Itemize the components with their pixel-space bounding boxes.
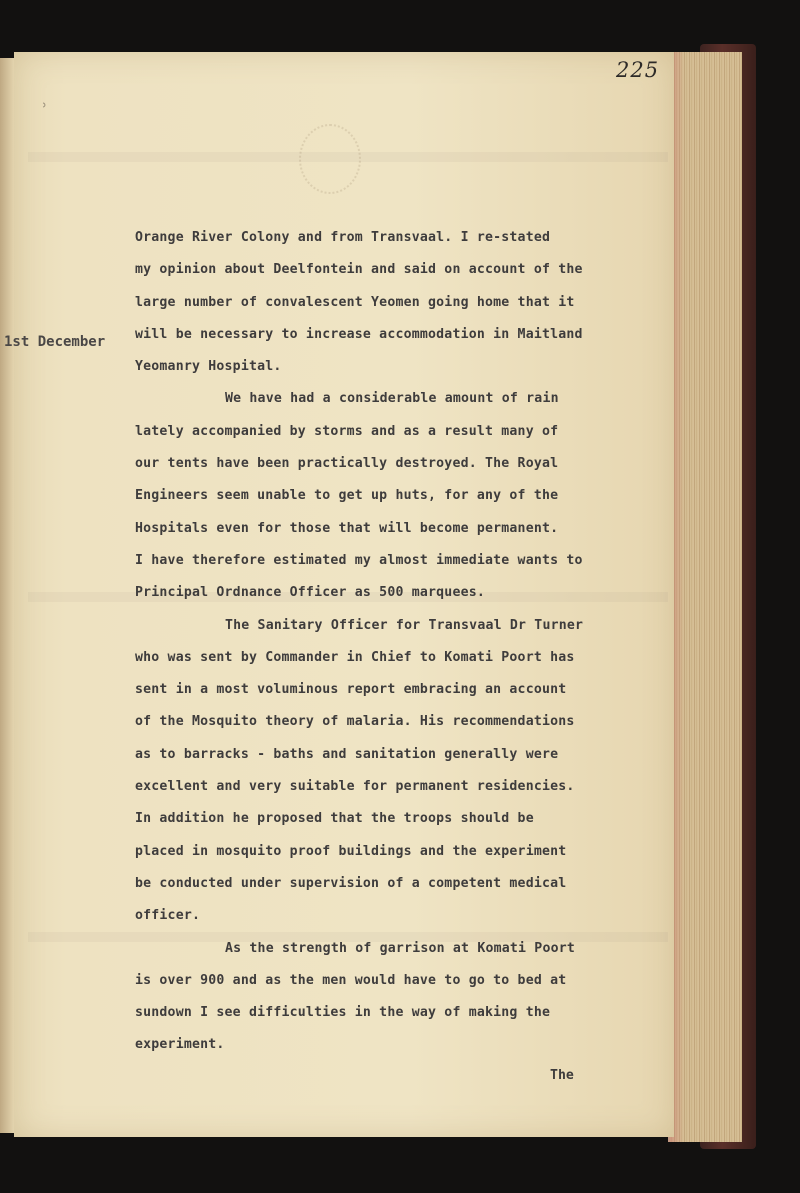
text-line: lately accompanied by storms and as a result many of <box>135 423 559 439</box>
page-number: 225 <box>616 58 660 82</box>
catchword: The <box>550 1068 574 1083</box>
text-line: our tents have been practically destroyed. The Royal <box>135 456 559 472</box>
faint-embossed-stamp <box>299 124 361 194</box>
typed-body-text <box>135 222 615 1062</box>
text-line: placed in mosquito proof buildings and the experiment <box>135 843 567 859</box>
text-line: who was sent by Commander in Chief to Komati Poort has <box>135 649 575 665</box>
text-line: Yeomanry Hospital. <box>135 359 282 375</box>
pencil-mark: ˒ <box>42 96 48 117</box>
text-line: large number of convalescent Yeomen going home that it <box>135 294 575 310</box>
text-line: Engineers seem unable to get up huts, for any of the <box>135 488 559 504</box>
text-line: will be necessary to increase accommodation in Maitland <box>135 326 583 342</box>
text-line: I have therefore estimated my almost immediate wants to <box>135 552 583 568</box>
text-line: Orange River Colony and from Transvaal. I re-stated <box>135 230 551 245</box>
text-line: Hospitals even for those that will become permanent. <box>135 520 559 536</box>
text-line: excellent and very suitable for permanent residencies. <box>135 779 575 795</box>
document-page <box>14 52 674 1137</box>
page-stack-edges <box>668 52 742 1142</box>
text-line: We have had a considerable amount of rain <box>225 391 559 407</box>
facing-page-edge <box>0 58 14 1133</box>
text-line: officer. <box>135 908 201 924</box>
margin-date-note: 1st December <box>4 334 106 350</box>
text-line: is over 900 and as the men would have to go to bed at <box>135 972 567 988</box>
text-line: The Sanitary Officer for Transvaal Dr Turner <box>225 617 584 633</box>
text-line: be conducted under supervision of a competent medical <box>135 875 567 891</box>
text-line: sent in a most voluminous report embracing an account <box>135 682 567 698</box>
text-line: As the strength of garrison at Komati Poort <box>225 940 576 956</box>
text-line: as to barracks - baths and sanitation generally were <box>135 746 559 762</box>
text-line: Principal Ordnance Officer as 500 marquees. <box>135 585 486 601</box>
text-line: of the Mosquito theory of malaria. His recommendations <box>135 714 575 730</box>
text-line: experiment. <box>135 1037 225 1053</box>
text-line: sundown I see difficulties in the way of making the <box>135 1005 551 1021</box>
text-line: In addition he proposed that the troops should be <box>135 811 534 827</box>
text-line: my opinion about Deelfontein and said on account of the <box>135 262 583 278</box>
